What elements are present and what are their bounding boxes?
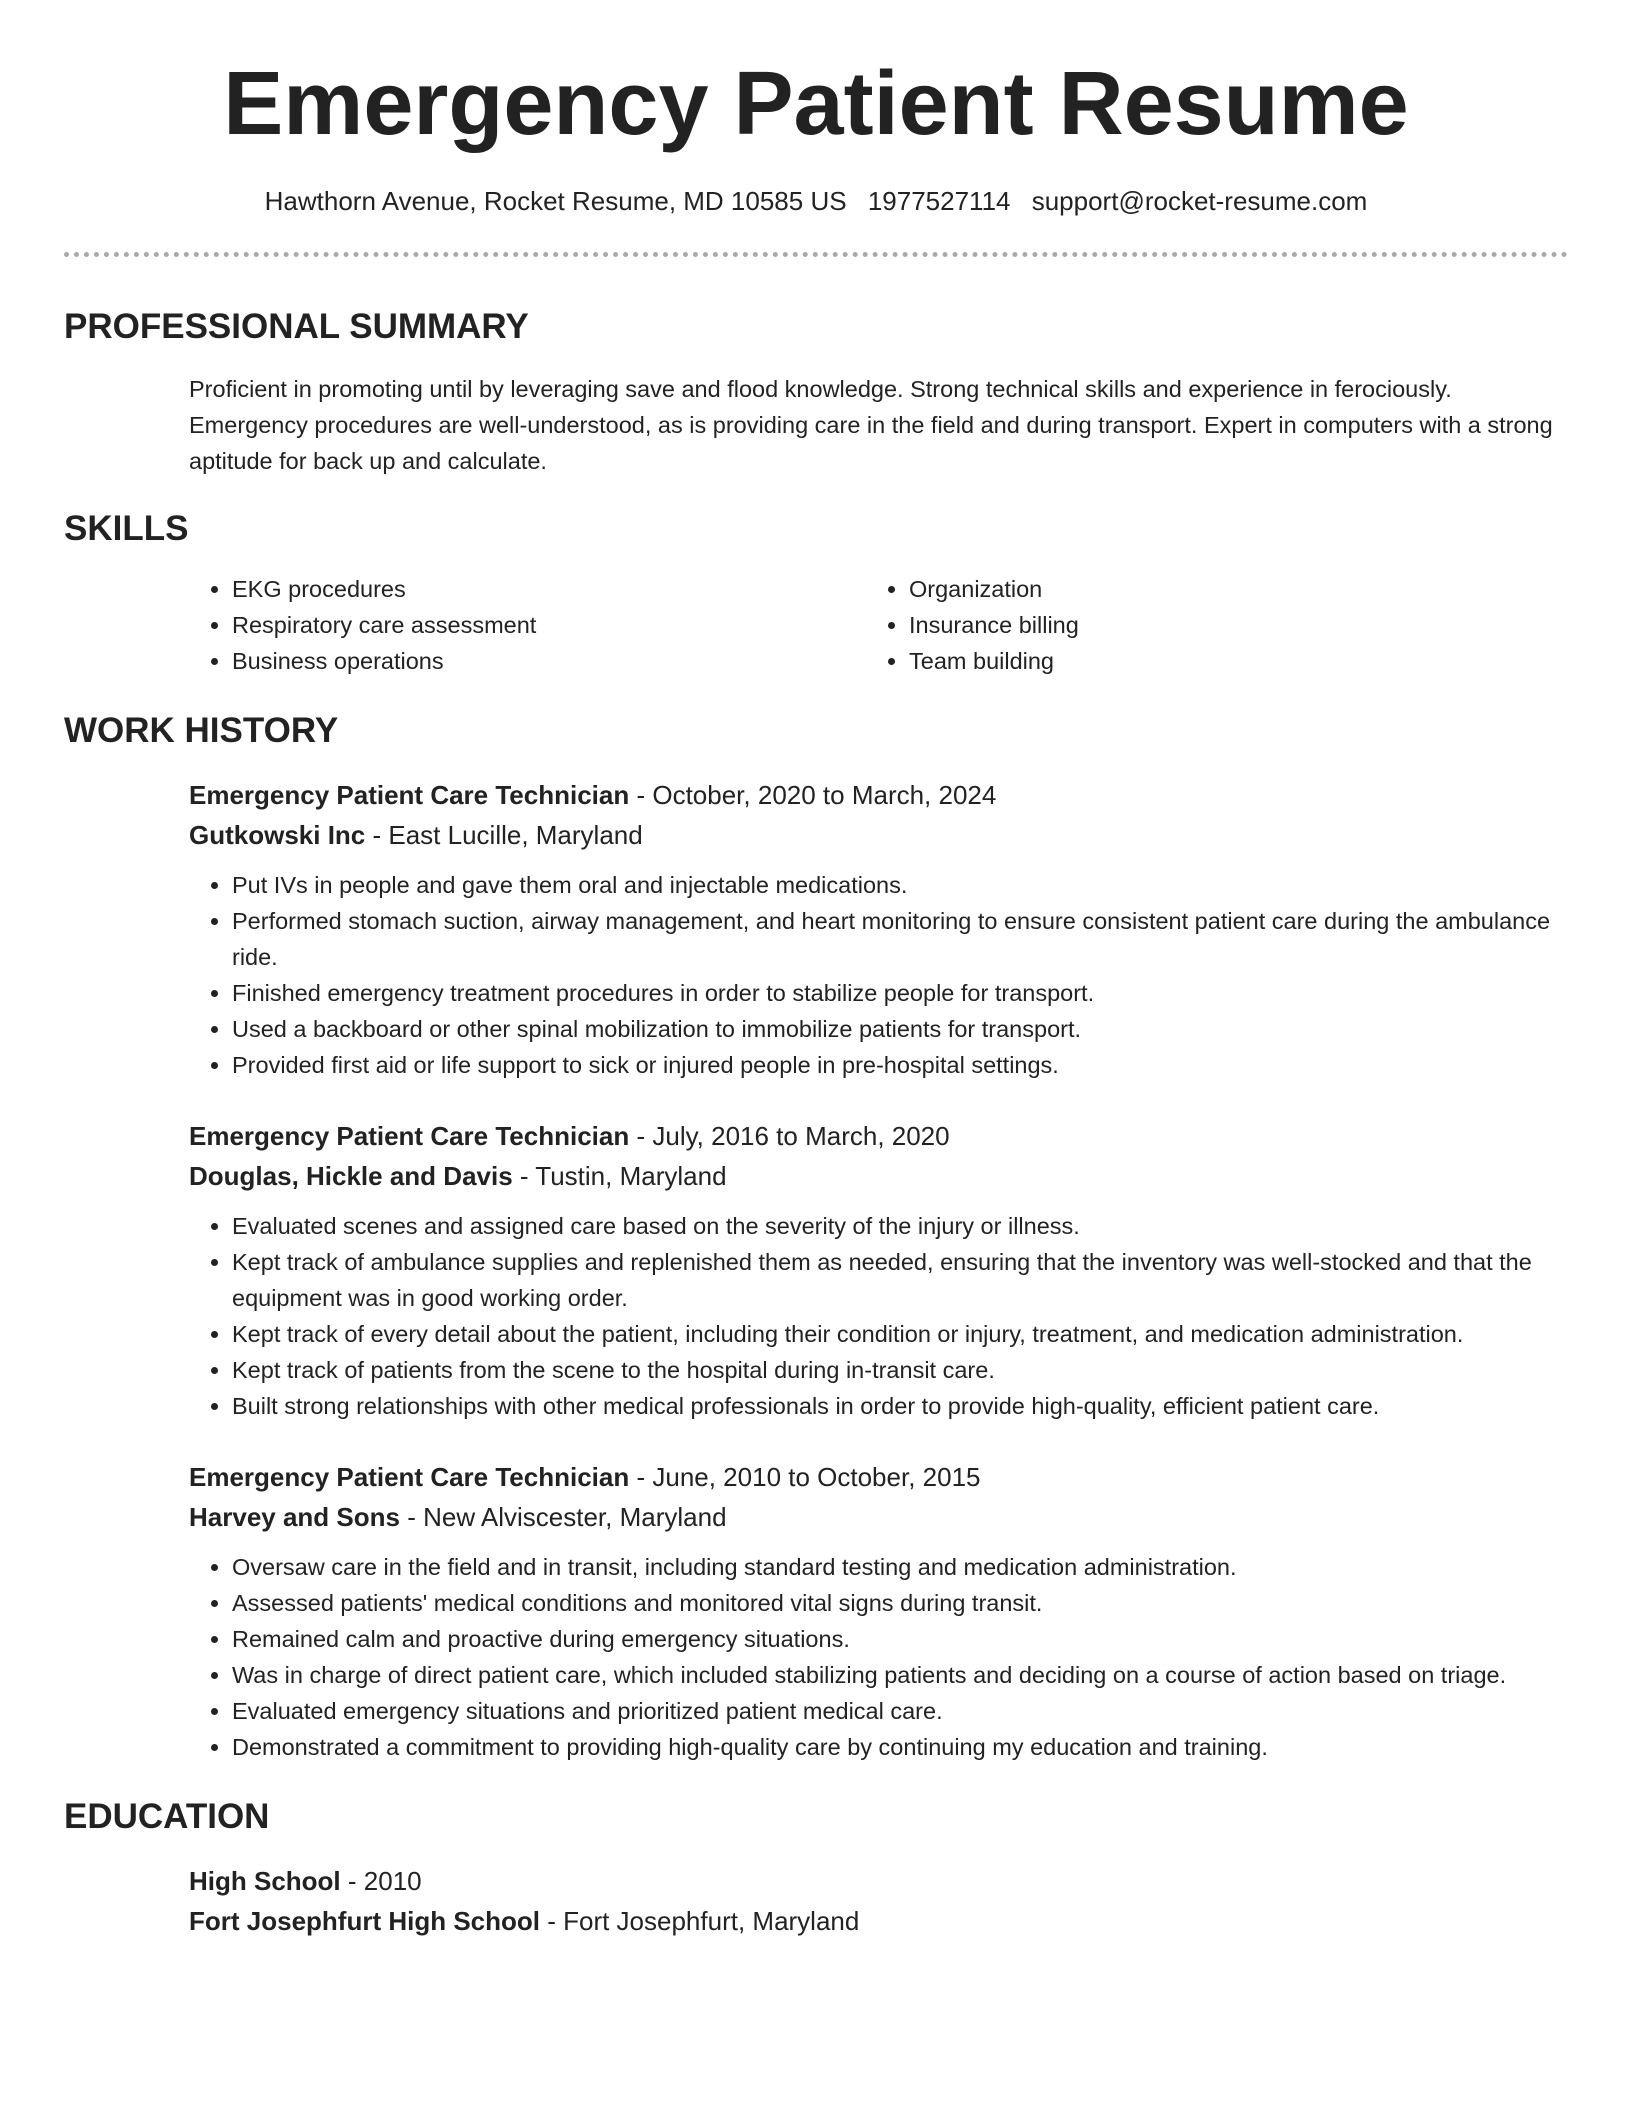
summary-text: Proficient in promoting until by leveraging save and flood knowledge. Strong technical skills and experience in ferociously. Emergency procedures are well-understood, as is providing care in the field and during transport. Expert in computers with a strong aptitude for back up and calculate. bbox=[189, 376, 1553, 474]
job-duties bbox=[189, 1549, 1568, 1765]
skill-item: • Respiratory care assessment bbox=[232, 607, 866, 643]
contact-line bbox=[64, 184, 1568, 218]
job-duty: • Demonstrated a commitment to providing high-quality care by continuing my education and training. bbox=[232, 1729, 1568, 1765]
job-duty: • Put IVs in people and gave them oral and injectable medications. bbox=[232, 867, 1568, 903]
skills-column-right bbox=[866, 571, 1568, 679]
job-entry bbox=[189, 775, 1568, 1083]
job-location: - New Alviscester, Maryland bbox=[399, 1502, 727, 1532]
job-company: Harvey and Sons bbox=[189, 1502, 400, 1532]
education-heading: EDUCATION bbox=[64, 1797, 270, 1836]
job-company-line bbox=[189, 815, 1568, 855]
job-company: Douglas, Hickle and Davis bbox=[189, 1161, 513, 1191]
contact-address: Hawthorn Avenue, Rocket Resume, MD 10585 US bbox=[264, 186, 847, 216]
job-title: Emergency Patient Care Technician bbox=[189, 1121, 630, 1151]
education-school-line bbox=[189, 1901, 1568, 1941]
education-location: - Fort Josephfurt, Maryland bbox=[540, 1906, 860, 1936]
job-duty: • Remained calm and proactive during emergency situations. bbox=[232, 1621, 1568, 1657]
skill-item: • Insurance billing bbox=[909, 607, 1568, 643]
job-title-line bbox=[189, 1457, 1568, 1497]
job-title-line bbox=[189, 1116, 1568, 1156]
skill-item: • Business operations bbox=[232, 643, 866, 679]
job-company-line bbox=[189, 1156, 1568, 1196]
header-divider bbox=[64, 252, 1568, 257]
job-company: Gutkowski Inc bbox=[189, 820, 366, 850]
job-duty: • Built strong relationships with other medical professionals in order to provide high-quality, efficient patient care. bbox=[232, 1388, 1568, 1424]
job-duty: • Kept track of patients from the scene to the hospital during in-transit care. bbox=[232, 1352, 1568, 1388]
contact-email: support@rocket-resume.com bbox=[1031, 186, 1368, 216]
job-duty: • Kept track of every detail about the patient, including their condition or injury, treatment, and medication administration. bbox=[232, 1316, 1568, 1352]
job-title: Emergency Patient Care Technician bbox=[189, 780, 630, 810]
skills-list bbox=[189, 571, 1568, 679]
job-dates: - July, 2016 to March, 2020 bbox=[629, 1121, 950, 1151]
job-company-line bbox=[189, 1497, 1568, 1537]
job-dates: - October, 2020 to March, 2024 bbox=[629, 780, 997, 810]
skills-column-left bbox=[189, 571, 866, 679]
job-duty: • Evaluated emergency situations and prioritized patient medical care. bbox=[232, 1693, 1568, 1729]
contact-phone: 1977527114 bbox=[867, 186, 1011, 216]
job-title: Emergency Patient Care Technician bbox=[189, 1462, 630, 1492]
job-duty: • Used a backboard or other spinal mobilization to immobilize patients for transport. bbox=[232, 1011, 1568, 1047]
skills-heading: SKILLS bbox=[64, 509, 189, 548]
job-duty: • Evaluated scenes and assigned care based on the severity of the injury or illness. bbox=[232, 1208, 1568, 1244]
job-entry bbox=[189, 1116, 1568, 1424]
job-duty: • Finished emergency treatment procedures in order to stabilize people for transport. bbox=[232, 975, 1568, 1011]
job-title-line bbox=[189, 775, 1568, 815]
job-duty: • Assessed patients' medical conditions and monitored vital signs during transit. bbox=[232, 1585, 1568, 1621]
job-duty: • Performed stomach suction, airway management, and heart monitoring to ensure consistent patient care during the ambulance ride. bbox=[232, 903, 1568, 975]
education-year: - 2010 bbox=[340, 1866, 422, 1896]
resume-title: Emergency Patient Resume bbox=[223, 54, 1409, 154]
job-duties bbox=[189, 1208, 1568, 1424]
job-entry bbox=[189, 1457, 1568, 1765]
education-degree-line bbox=[189, 1861, 1568, 1901]
education-degree: High School bbox=[189, 1866, 341, 1896]
job-duties bbox=[189, 867, 1568, 1083]
summary-heading: PROFESSIONAL SUMMARY bbox=[64, 307, 529, 346]
education-entry bbox=[189, 1861, 1568, 1941]
skill-item: • Organization bbox=[909, 571, 1568, 607]
job-dates: - June, 2010 to October, 2015 bbox=[629, 1462, 981, 1492]
job-location: - East Lucille, Maryland bbox=[365, 820, 643, 850]
job-location: - Tustin, Maryland bbox=[512, 1161, 727, 1191]
job-duty: • Kept track of ambulance supplies and replenished them as needed, ensuring that the inventory was well-stocked and that the equipment was in good working order. bbox=[232, 1244, 1568, 1316]
skill-item: • EKG procedures bbox=[232, 571, 866, 607]
work-history-heading: WORK HISTORY bbox=[64, 711, 339, 750]
skill-item: • Team building bbox=[909, 643, 1568, 679]
job-duty: • Was in charge of direct patient care, which included stabilizing patients and deciding on a course of action based on triage. bbox=[232, 1657, 1568, 1693]
education-school: Fort Josephfurt High School bbox=[189, 1906, 540, 1936]
job-duty: • Provided first aid or life support to sick or injured people in pre-hospital settings. bbox=[232, 1047, 1568, 1083]
job-duty: • Oversaw care in the field and in transit, including standard testing and medication administration. bbox=[232, 1549, 1568, 1585]
